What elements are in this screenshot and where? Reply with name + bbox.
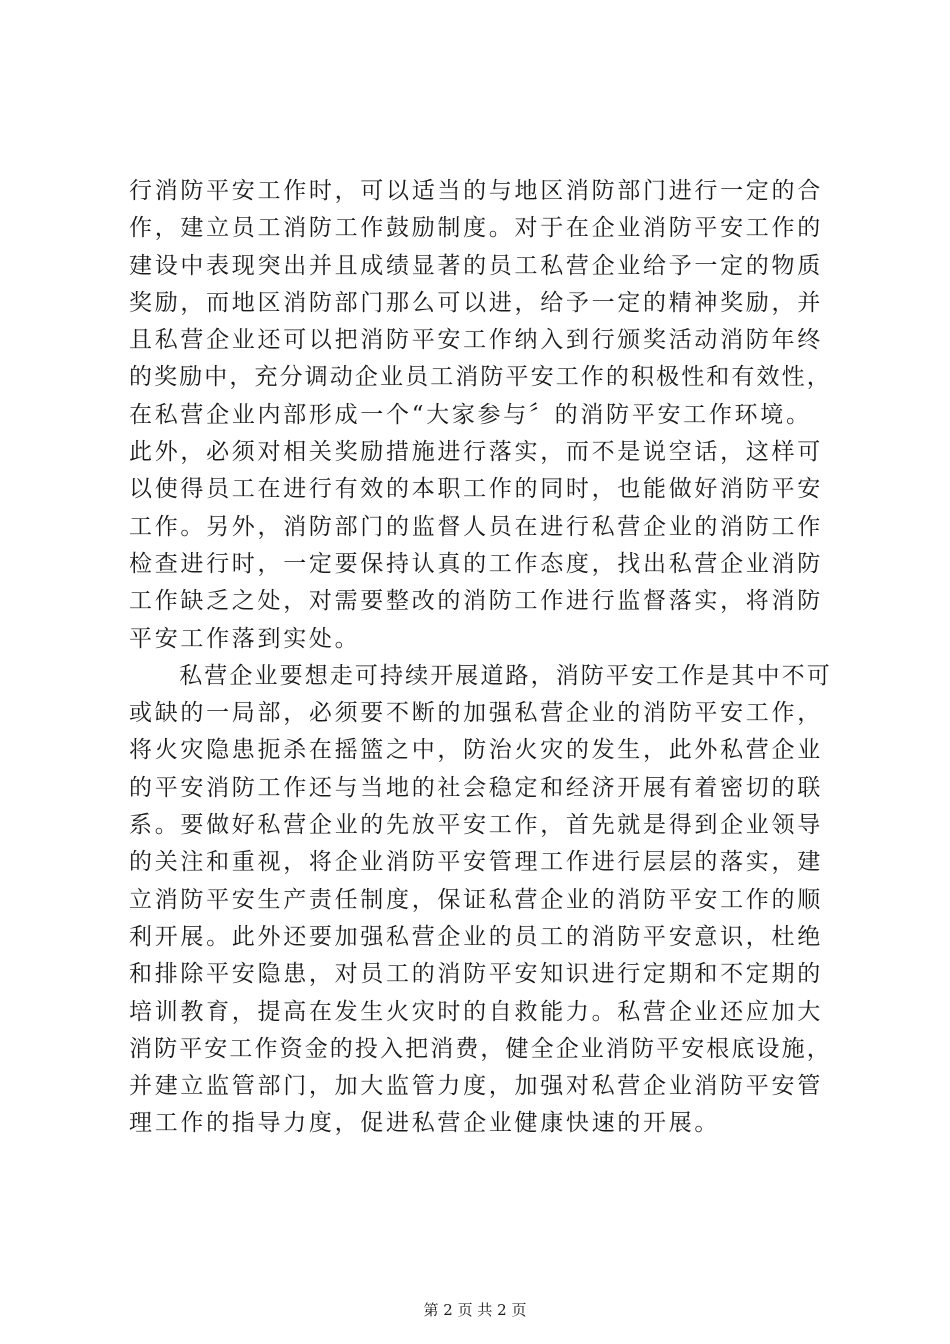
text-line: 且私营企业还可以把消防平安工作纳入到行颁奖活动消防年终 — [129, 327, 823, 354]
text-line: 利开展。此外还要加强私营企业的员工的消防平安意识，杜绝 — [129, 923, 823, 950]
text-line: 消防平安工作资金的投入把消费，健全企业消防平安根底设施， — [129, 1035, 832, 1062]
text-line: 工作。另外，消防部门的监督人员在进行私营企业的消防工作 — [129, 513, 823, 540]
text-line: 工作缺乏之处，对需要整改的消防工作进行监督落实，将消防 — [129, 588, 823, 615]
text-line: 在私营企业内部形成一个“大家参与〞的消防平安工作环境。 — [129, 401, 812, 428]
text-line: 奖励，而地区消防部门那么可以进，给予一定的精神奖励，并 — [129, 289, 823, 316]
text-line: 私营企业要想走可持续开展道路，消防平安工作是其中不可 — [129, 662, 832, 689]
text-line: 检查进行时，一定要保持认真的工作态度，找出私营企业消防 — [129, 550, 823, 577]
text-line: 和排除平安隐患，对员工的消防平安知识进行定期和不定期的 — [129, 961, 823, 988]
text-line: 行消防平安工作时，可以适当的与地区消防部门进行一定的合 — [129, 178, 823, 204]
text-line: 此外，必须对相关奖励措施进行落实，而不是说空话，这样可 — [129, 439, 823, 466]
text-line: 培训教育，提高在发生火灾时的自救能力。私营企业还应加大 — [129, 998, 823, 1025]
text-line: 理工作的指导力度，促进私营企业健康快速的开展。 — [129, 1110, 721, 1137]
text-line: 系。要做好私营企业的先放平安工作，首先就是得到企业领导 — [129, 812, 823, 839]
text-line: 作，建立员工消防工作鼓励制度。对于在企业消防平安工作的 — [129, 215, 823, 242]
text-line: 的平安消防工作还与当地的社会稳定和经济开展有着密切的联 — [129, 774, 823, 801]
text-line: 或缺的一局部，必须要不断的加强私营企业的消防平安工作， — [129, 700, 823, 727]
text-line: 平安工作落到实处。 — [129, 625, 361, 652]
text-line: 以使得员工在进行有效的本职工作的同时，也能做好消防平安 — [129, 476, 823, 503]
text-line: 立消防平安生产责任制度，保证私营企业的消防平安工作的顺 — [129, 886, 823, 913]
text-line: 的奖励中，充分调动企业员工消防平安工作的积极性和有效性， — [129, 364, 832, 391]
text-line: 并建立监管部门，加大监管力度，加强对私营企业消防平安管 — [129, 1073, 823, 1100]
text-line: 的关注和重视，将企业消防平安管理工作进行层层的落实，建 — [129, 849, 823, 876]
page-footer: 第 2 页 共 2 页 — [423, 1301, 527, 1319]
text-line: 建设中表现突出并且成绩显著的员工私营企业给予一定的物质 — [129, 252, 823, 279]
text-line: 将火灾隐患扼杀在摇篮之中，防治火灾的发生，此外私营企业 — [129, 737, 823, 764]
body-text — [129, 173, 832, 1143]
